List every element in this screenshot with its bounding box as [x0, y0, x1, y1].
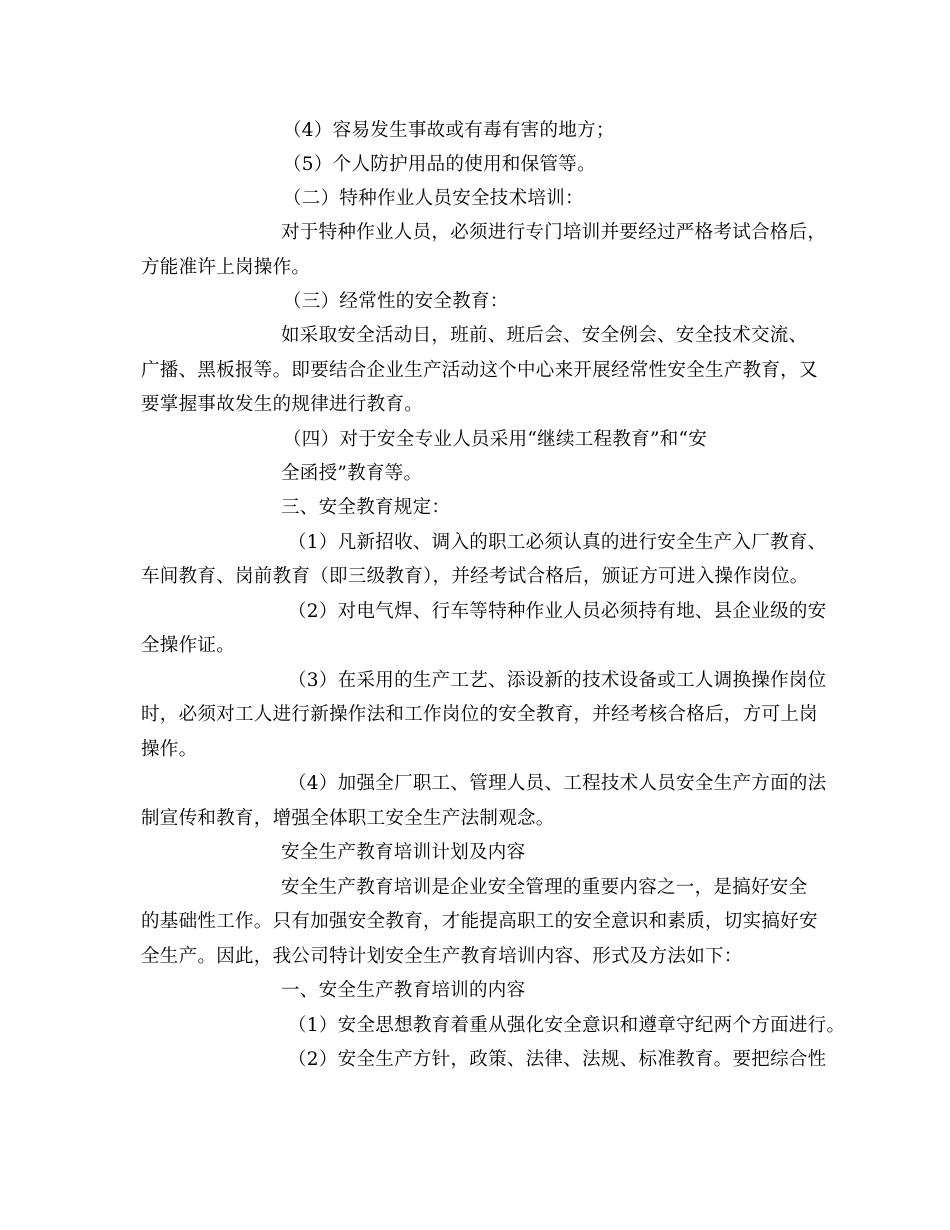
text-line: 如采取安全活动日，班前、班后会、安全例会、安全技术交流、	[281, 325, 808, 346]
text-line: （3）在采用的生产工艺、添设新的技术设备或工人调换操作岗位	[288, 670, 827, 691]
text-line: 全函授”教育等。	[281, 463, 423, 484]
section-heading: （三）经常性的安全教育：	[283, 291, 509, 312]
section-title: 安全生产教育培训计划及内容	[281, 842, 526, 863]
text-line: 全生产。因此，我公司特计划安全生产教育培训内容、形式及方法如下：	[141, 946, 743, 967]
text-line: （4）容易发生事故或有毒有害的地方；	[283, 120, 615, 141]
text-line: 方能准许上岗操作。	[141, 257, 311, 278]
section-heading: 三、安全教育规定：	[281, 497, 451, 518]
text-line: 对于特种作业人员，必须进行专门培训并要经过严格考试合格后，	[281, 222, 827, 243]
section-heading: （四）对于安全专业人员采用“继续工程教育”和“安	[283, 429, 708, 450]
text-line: 的基础性工作。只有加强安全教育，才能提高职工的安全意识和素质，切实搞好安	[141, 911, 818, 932]
text-line: 操作。	[141, 739, 198, 760]
text-line: 车间教育、岗前教育（即三级教育），并经考试合格后，颁证方可进入操作岗位。	[141, 566, 809, 587]
text-line: （1）安全思想教育着重从强化安全意识和遵章守纪两个方面进行。	[288, 1015, 846, 1036]
section-heading: 一、安全生产教育培训的内容	[281, 980, 526, 1001]
text-line: 广播、黑板报等。即要结合企业生产活动这个中心来开展经常性安全生产教育，又	[141, 360, 818, 381]
section-heading: （二）特种作业人员安全技术培训：	[283, 188, 584, 209]
text-line: 时，必须对工人进行新操作法和工作岗位的安全教育，并经考核合格后，方可上岗	[141, 704, 818, 725]
text-line: 要掌握事故发生的规律进行教育。	[141, 394, 424, 415]
text-line: 安全生产教育培训是企业安全管理的重要内容之一，是搞好安全	[281, 877, 808, 898]
text-line: （1）凡新招收、调入的职工必须认真的进行安全生产入厂教育、	[288, 532, 827, 553]
text-line: 全操作证。	[141, 635, 236, 656]
text-line: （2）对电气焊、行车等特种作业人员必须持有地、县企业级的安	[288, 601, 827, 622]
text-line: （5）个人防护用品的使用和保管等。	[283, 154, 596, 175]
text-line: （2）安全生产方针，政策、法律、法规、标准教育。要把综合性	[288, 1049, 827, 1070]
text-line: （4）加强全厂职工、管理人员、工程技术人员安全生产方面的法	[288, 773, 827, 794]
text-line: 制宣传和教育，增强全体职工安全生产法制观念。	[141, 808, 555, 829]
